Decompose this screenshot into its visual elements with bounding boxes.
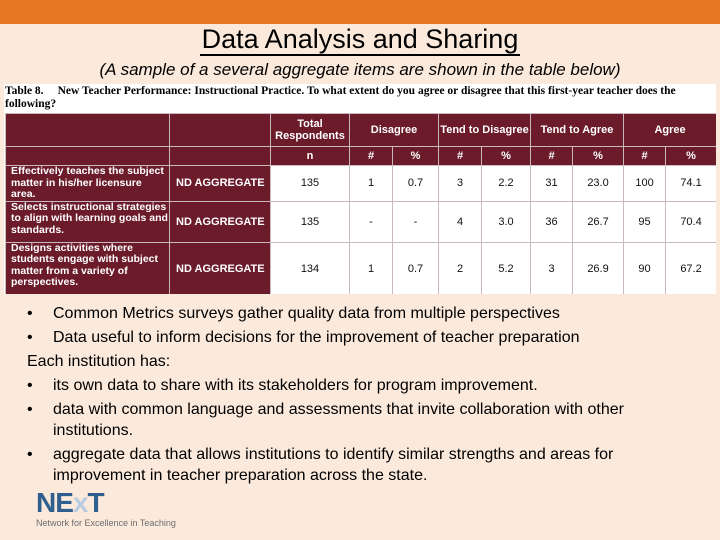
cell-agree-count: 90 (624, 242, 666, 294)
subheader-count: # (350, 147, 393, 166)
bullet-marker: • (27, 305, 33, 322)
table-row (6, 201, 717, 242)
logo-part-x: x (72, 487, 88, 518)
cell-tend-disagree-count: 4 (439, 201, 482, 242)
data-table (5, 113, 716, 294)
table-subheader-row (6, 147, 717, 166)
bullet-text: aggregate data that allows institutions to identify similar strengths and areas for improvement in teacher preparation across the state. (53, 446, 614, 484)
cell-tend-disagree-count: 2 (439, 242, 482, 294)
logo-part: T (87, 487, 104, 518)
table-label: Table 8. (5, 85, 44, 97)
subheader-count: # (439, 147, 482, 166)
bullet-marker: • (27, 401, 33, 418)
table-row (6, 242, 717, 294)
cell-disagree-count: 1 (350, 242, 393, 294)
page-subtitle: (A sample of a several aggregate items are shown in the table below) (99, 60, 621, 79)
subheader-n: n (271, 147, 350, 166)
header-tend-to-agree: Tend to Agree (531, 114, 624, 147)
bullet-text: its own data to share with its stakeholders for program improvement. (53, 377, 538, 394)
header-agree: Agree (624, 114, 716, 147)
cell-agree-pct: 70.4 (666, 201, 716, 242)
table-caption-text: New Teacher Performance: Instructional Practice. To what extent do you agree or disagree that this first-year teacher does the following? (5, 85, 676, 110)
cell-agree-pct: 74.1 (666, 166, 716, 202)
header-disagree: Disagree (350, 114, 439, 147)
header-tend-to-disagree: Tend to Disagree (439, 114, 531, 147)
subheader-blank (6, 147, 170, 166)
bullet-item (27, 303, 697, 324)
cell-disagree-pct: 0.7 (393, 166, 439, 202)
cell-n: 135 (271, 201, 350, 242)
cell-tend-disagree-pct: 5.2 (482, 242, 531, 294)
cell-tend-agree-pct: 26.9 (573, 242, 624, 294)
bullet-text: Data useful to inform decisions for the improvement of teacher preparation (53, 329, 580, 346)
table-caption (5, 85, 705, 111)
cell-agree-pct: 67.2 (666, 242, 716, 294)
cell-tend-disagree-pct: 3.0 (482, 201, 531, 242)
row-item-label: Selects instructional strategies to align with learning goals and standards. (6, 201, 170, 242)
subheader-blank (170, 147, 271, 166)
cell-tend-disagree-pct: 2.2 (482, 166, 531, 202)
cell-tend-disagree-count: 3 (439, 166, 482, 202)
bullet-item (27, 444, 697, 486)
cell-tend-agree-pct: 23.0 (573, 166, 624, 202)
row-group-label: ND AGGREGATE (170, 242, 271, 294)
cell-tend-agree-count: 31 (531, 166, 573, 202)
bullet-item (27, 375, 697, 396)
logo-tagline: Network for Excellence in Teaching (36, 518, 176, 528)
cell-disagree-count: - (350, 201, 393, 242)
bullet-intro: Each institution has: (27, 353, 171, 370)
subheader-percent: % (393, 147, 439, 166)
cell-n: 135 (271, 166, 350, 202)
cell-agree-count: 100 (624, 166, 666, 202)
bullet-text: data with common language and assessments that invite collaboration with other institutions. (53, 401, 624, 439)
cell-agree-count: 95 (624, 201, 666, 242)
page-title-text: Data Analysis and Sharing (201, 24, 519, 54)
row-item-label: Designs activities where students engage with subject matter from a variety of perspectives. (6, 242, 170, 294)
bullet-marker: • (27, 329, 33, 346)
top-accent-bar (0, 0, 720, 24)
cell-tend-agree-count: 36 (531, 201, 573, 242)
bullet-item (27, 327, 697, 348)
header-blank (6, 114, 170, 147)
cell-disagree-count: 1 (350, 166, 393, 202)
subheader-count: # (624, 147, 666, 166)
table-figure (4, 84, 716, 294)
row-group-label: ND AGGREGATE (170, 166, 271, 202)
bullet-text: Common Metrics surveys gather quality data from multiple perspectives (53, 305, 560, 322)
cell-tend-agree-count: 3 (531, 242, 573, 294)
cell-tend-agree-pct: 26.7 (573, 201, 624, 242)
bullet-marker: • (27, 377, 33, 394)
header-total-respondents: Total Respondents (271, 114, 350, 147)
row-group-label: ND AGGREGATE (170, 201, 271, 242)
bullet-marker: • (27, 446, 33, 463)
table-header-row (6, 114, 717, 147)
logo-wordmark (36, 488, 196, 518)
cell-disagree-pct: - (393, 201, 439, 242)
header-blank (170, 114, 271, 147)
subheader-percent: % (666, 147, 716, 166)
page-title (0, 22, 720, 56)
bullet-list (27, 303, 697, 489)
cell-disagree-pct: 0.7 (393, 242, 439, 294)
subheader-percent: % (573, 147, 624, 166)
row-item-label: Effectively teaches the subject matter in his/her licensure area. (6, 166, 170, 202)
subheader-count: # (531, 147, 573, 166)
logo-part: NE (36, 487, 73, 518)
bullet-item (27, 399, 697, 441)
next-logo (36, 488, 196, 532)
subheader-percent: % (482, 147, 531, 166)
table-row (6, 166, 717, 202)
cell-n: 134 (271, 242, 350, 294)
